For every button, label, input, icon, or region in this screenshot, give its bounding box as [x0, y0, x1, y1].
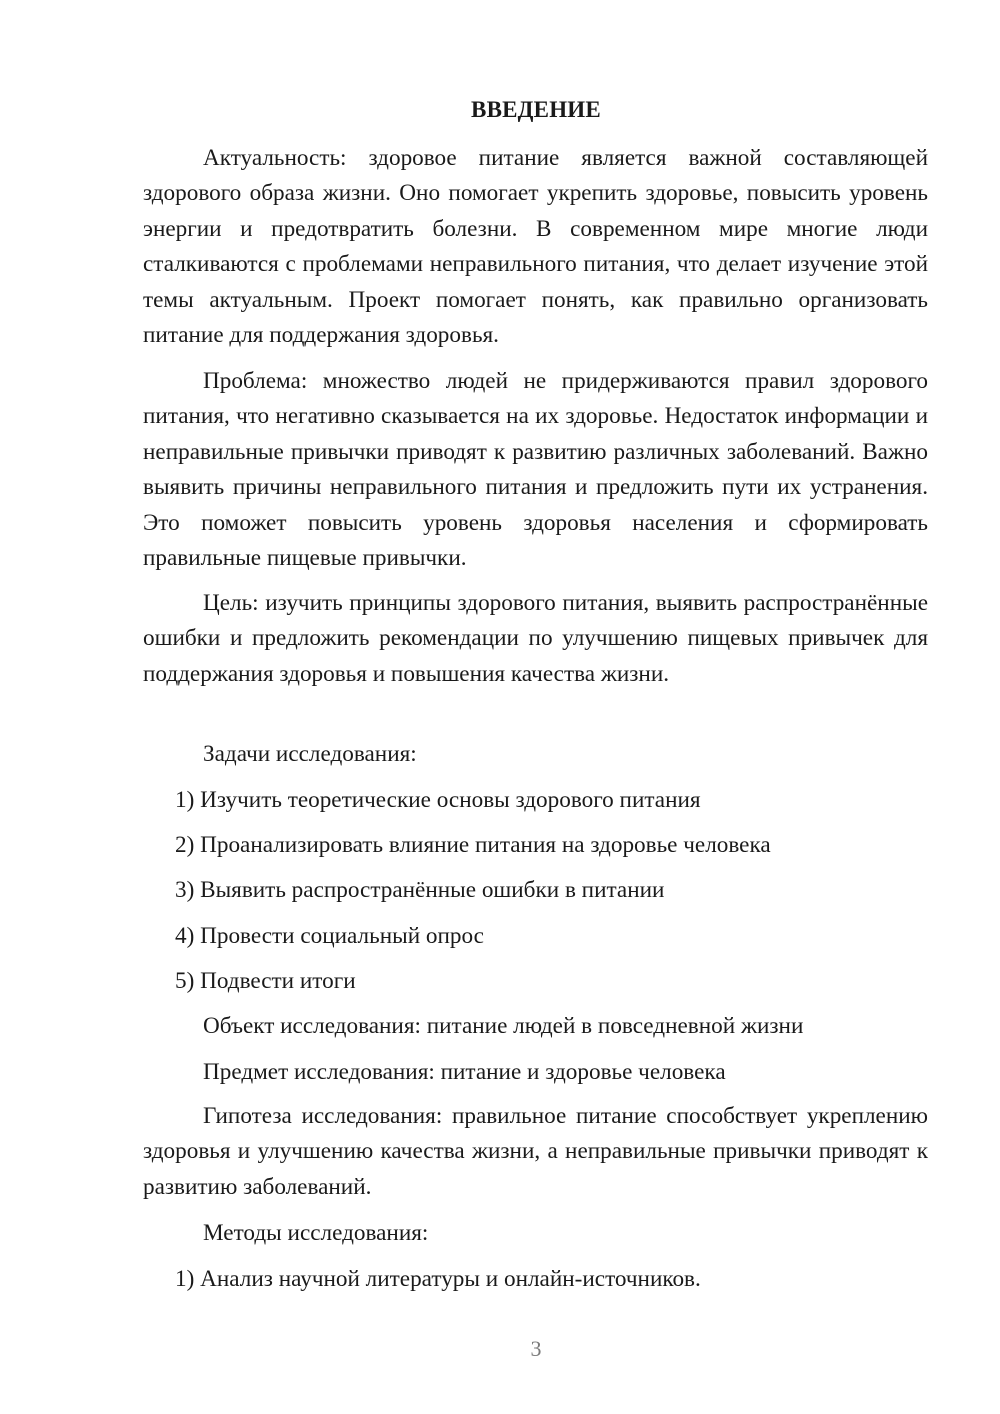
problem-paragraph: Проблема: множество людей не придерживаются правил здорового питания, что негативно сказывается на их здоровье. Недостаток информации и неправильные привычки приводят к развитию различных заболеваний. Важно выявить причины неправильного питания и предложить пути их устранения. Это поможет повысить уровень здоровья населения и сформировать правильные пищевые привычки. [143, 368, 928, 572]
section-title: ВВЕДЕНИЕ [471, 97, 601, 122]
task-item: 2) Проанализировать влияние питания на здоровье человека [175, 832, 771, 858]
task-item: 3) Выявить распространённые ошибки в питании [175, 877, 665, 903]
relevance-paragraph: Актуальность: здоровое питание является важной составляющей здорового образа жизни. Оно помогает укрепить здоровье, повысить уровень энергии и предотвратить болезни. В современном мире многие люди сталкиваются с проблемами неправильного питания, что делает изучение этой темы актуальным. Проект помогает понять, как правильно организовать питание для поддержания здоровья. [143, 145, 928, 349]
task-item: 1) Изучить теоретические основы здорового питания [175, 787, 701, 813]
task-item: 5) Подвести итоги [175, 968, 356, 994]
task-item: 4) Провести социальный опрос [175, 923, 484, 949]
tasks-heading: Задачи исследования: [203, 741, 417, 767]
methods-heading: Методы исследования: [203, 1220, 429, 1246]
research-object: Объект исследования: питание людей в повседневной жизни [203, 1013, 804, 1039]
method-item: 1) Анализ научной литературы и онлайн-источников. [175, 1266, 701, 1292]
goal-paragraph: Цель: изучить принципы здорового питания, выявить распространённые ошибки и предложить рекомендации по улучшению пищевых привычек для поддержания здоровья и повышения качества жизни. [143, 590, 928, 687]
hypothesis-paragraph: Гипотеза исследования: правильное питание способствует укреплению здоровья и улучшению качества жизни, а неправильные привычки приводят к развитию заболеваний. [143, 1103, 928, 1200]
page-number: 3 [530, 1336, 542, 1361]
research-subject: Предмет исследования: питание и здоровье человека [203, 1059, 726, 1085]
